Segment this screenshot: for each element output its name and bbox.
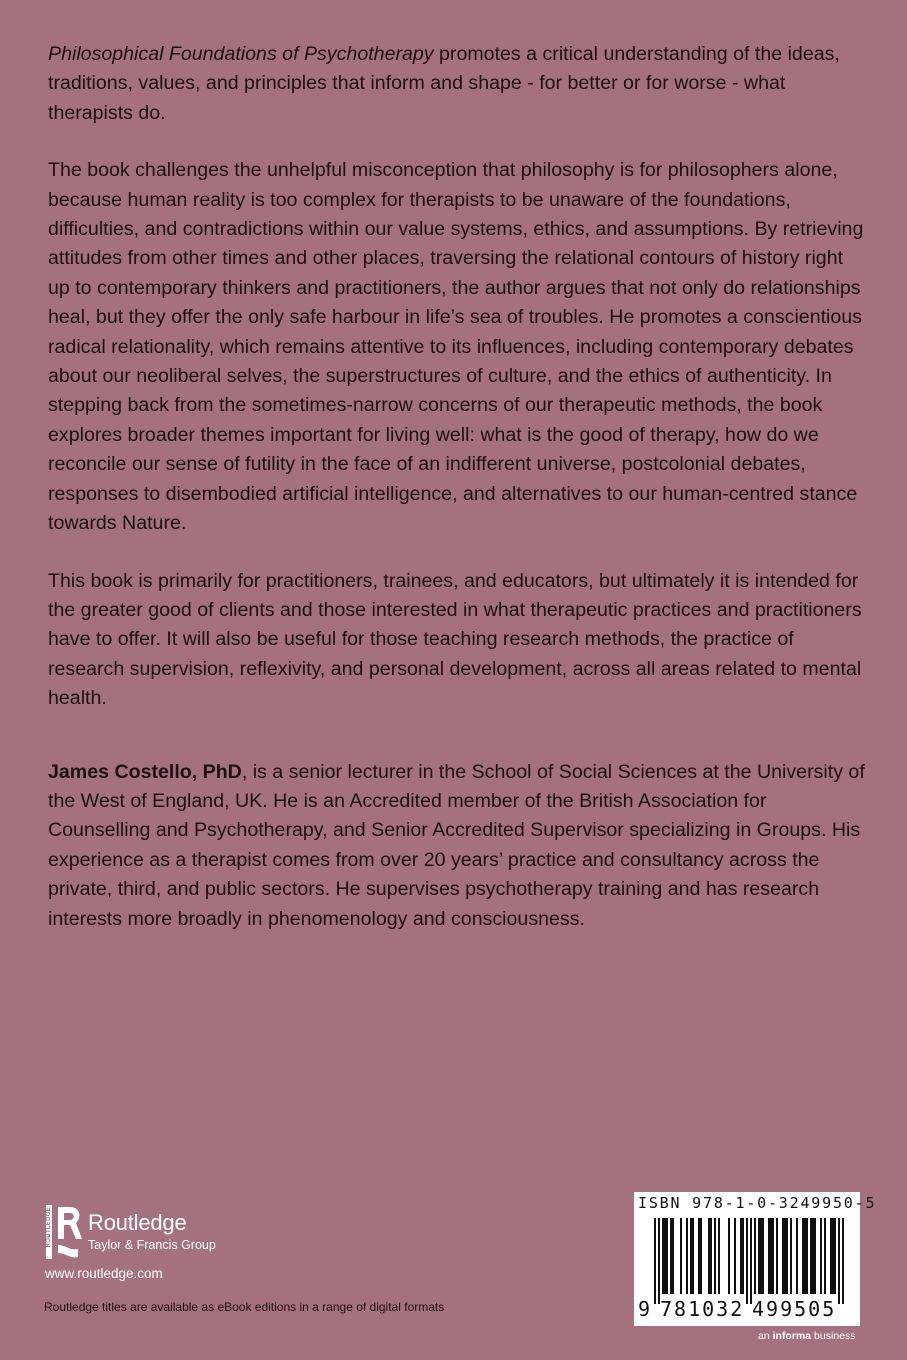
barcode-bar bbox=[734, 1218, 736, 1294]
barcode-bar bbox=[664, 1218, 666, 1294]
barcode-bar bbox=[700, 1218, 702, 1294]
barcode-bar bbox=[698, 1218, 700, 1294]
barcode-bar bbox=[658, 1218, 660, 1304]
barcode-bar bbox=[806, 1218, 808, 1294]
barcode-bar bbox=[666, 1218, 668, 1294]
barcode-bar bbox=[746, 1218, 748, 1304]
barcode-bar bbox=[670, 1218, 672, 1294]
informa-suffix: business bbox=[811, 1330, 856, 1342]
publisher-name: Routledge bbox=[88, 1210, 187, 1235]
barcode-bar bbox=[762, 1218, 764, 1294]
barcode-bar bbox=[710, 1218, 712, 1294]
barcode-bar bbox=[782, 1218, 784, 1294]
barcode-bar bbox=[772, 1218, 774, 1294]
blurb-paragraph-2: The book challenges the unhelpful misconception that philosophy is for philosophers alone, because human reality is too complex for therapists to be unaware of the foundations, difficulties, and contradictions within our value systems, ethics, and assumptions. By retrieving attitudes from other times and other places, traversing the relational contours of history right up to contemporary thinkers and practitioners, the author argues that not only do relationships heal, but they offer the only safe harbour in life’s sea of troubles. He promotes a conscientious radical relationality, which remains attentive to its influences, including contemporary debates about our neoliberal selves, the superstructures of culture, and the ethics of authenticity. In stepping back from the sometimes-narrow concerns of our therapeutic methods, the book explores broader themes important for living well: what is the good of therapy, how do we reconcile our sense of futility in the face of an indifferent universe, postcolonial debates, responses to disembodied artificial intelligence, and alternatives to our human-centred stance towards Nature. bbox=[48, 159, 864, 535]
barcode-bar bbox=[662, 1218, 664, 1294]
informa-brand: informa bbox=[772, 1330, 812, 1342]
author-bio-text: , is a senior lecturer in the School of Social Sciences at the University of the West of England, UK. He is an Accredited member of the British Association for Counselling and Psychotherapy, and Senior Accredited Supervisor specializing in Groups. His experience as a therapist comes from over 20 years’ practice and consultancy across the private, third, and public sectors. He supervises psychotherapy training and has research interests more broadly in phenomenology and consciousness. bbox=[48, 760, 865, 930]
barcode-digits-left: 781032 bbox=[660, 1297, 745, 1321]
barcode-bar bbox=[740, 1218, 742, 1294]
author-name: James Costello, PhD bbox=[48, 760, 242, 783]
barcode-digits-right: 499505 bbox=[752, 1297, 837, 1321]
barcode-bar bbox=[742, 1218, 744, 1294]
barcode-bar bbox=[824, 1218, 826, 1294]
ebook-note: Routledge titles are available as eBook editions in a range of digital formats bbox=[44, 1300, 445, 1314]
isbn-barcode bbox=[634, 1192, 877, 1326]
isbn-text: ISBN 978-1-0-3249950-5 bbox=[638, 1194, 877, 1212]
barcode-bar bbox=[680, 1218, 682, 1294]
barcode-bar bbox=[758, 1218, 760, 1294]
barcode-bar bbox=[810, 1218, 812, 1294]
barcode-bar bbox=[654, 1218, 656, 1304]
barcode-bar bbox=[820, 1218, 822, 1294]
barcode-bar bbox=[842, 1218, 844, 1304]
barcode-bar bbox=[784, 1218, 786, 1294]
barcode-bar bbox=[728, 1218, 730, 1294]
barcode-bar bbox=[714, 1218, 716, 1294]
barcode-bar bbox=[768, 1218, 770, 1294]
informa-tagline bbox=[758, 1330, 855, 1342]
routledge-logo-icon bbox=[44, 1205, 84, 1259]
barcode-bar bbox=[814, 1218, 816, 1294]
back-cover-blurb bbox=[48, 40, 870, 962]
barcode-bar bbox=[838, 1218, 840, 1304]
barcode-bar bbox=[786, 1218, 788, 1294]
barcode-bar bbox=[776, 1218, 778, 1294]
blurb-paragraph-1-text: promotes a critical understanding of the ideas, traditions, values, and principles that inform and shape - for better or for worse - what therapists do. bbox=[48, 43, 840, 124]
publisher-website[interactable]: www.routledge.com bbox=[45, 1266, 163, 1281]
barcode-bar bbox=[796, 1218, 798, 1294]
barcode-bar bbox=[690, 1218, 692, 1294]
blurb-paragraph-3: This book is primarily for practitioners, trainees, and educators, but ultimately it is intended for the greater good of clients and those interested in what therapeutic practices and practitioners have to offer. It will also be useful for those teaching research methods, the practice of research supervision, reflexivity, and personal development, across all areas related to mental health. bbox=[48, 569, 862, 710]
barcode-bar bbox=[832, 1218, 834, 1294]
barcode-bar bbox=[760, 1218, 762, 1294]
barcode-bar bbox=[804, 1218, 806, 1294]
book-title: Philosophical Foundations of Psychotherapy bbox=[48, 43, 434, 65]
barcode-bar bbox=[834, 1218, 836, 1294]
barcode-bar bbox=[770, 1218, 772, 1294]
barcode-bar bbox=[812, 1218, 814, 1294]
barcode-bar bbox=[750, 1218, 752, 1304]
barcode-bar bbox=[672, 1218, 674, 1294]
barcode-bar bbox=[802, 1218, 804, 1294]
barcode-digit-first: 9 bbox=[638, 1297, 653, 1321]
logo-vertical-text: ROUTLEDGE bbox=[46, 1207, 52, 1248]
barcode-bar bbox=[708, 1218, 710, 1294]
barcode-bar bbox=[830, 1218, 832, 1294]
barcode-bar bbox=[692, 1218, 694, 1294]
barcode-bar bbox=[790, 1218, 792, 1294]
informa-prefix: an bbox=[758, 1330, 773, 1342]
publisher-logo bbox=[44, 1205, 404, 1259]
publisher-group: Taylor & Francis Group bbox=[88, 1238, 216, 1252]
author-bio bbox=[48, 758, 870, 934]
barcode-bar bbox=[686, 1218, 688, 1294]
blurb-paragraph-1 bbox=[48, 40, 870, 128]
barcode-bar bbox=[754, 1218, 756, 1294]
barcode-bar bbox=[718, 1218, 720, 1294]
